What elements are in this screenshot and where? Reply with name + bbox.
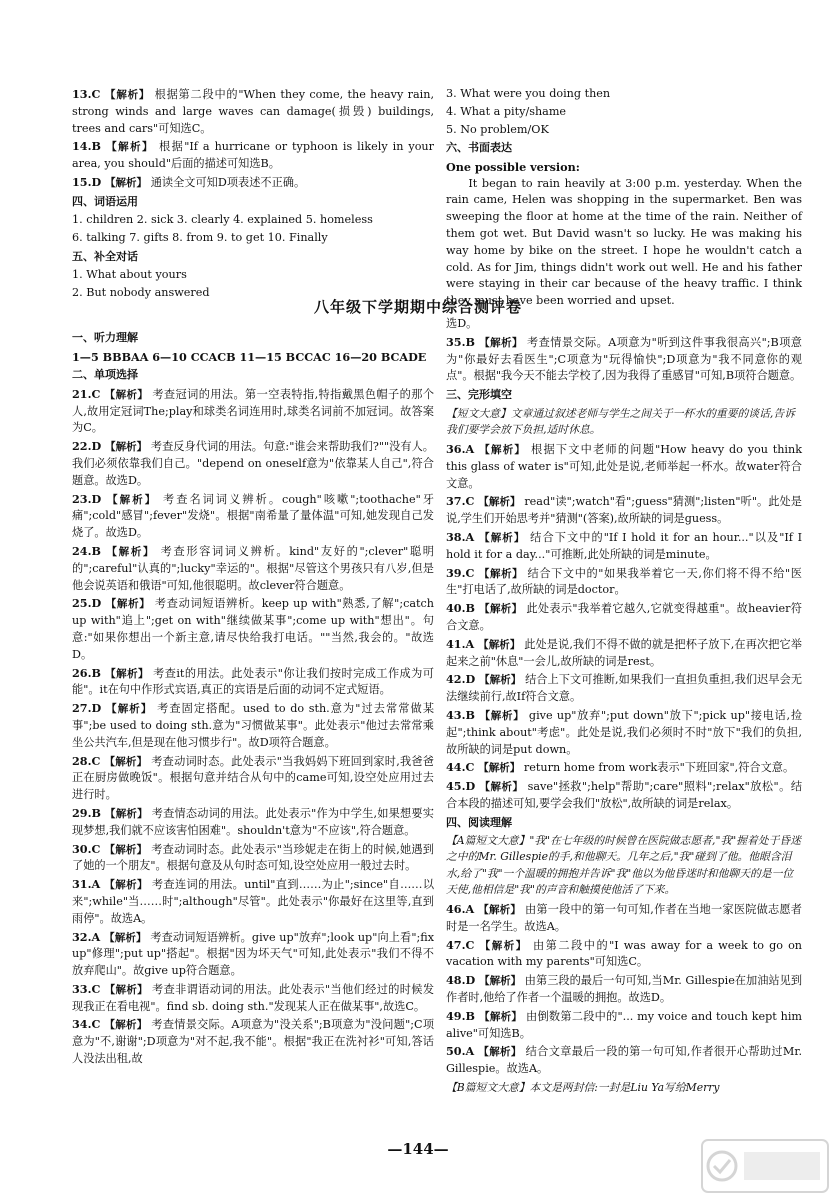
item-number: 14.B xyxy=(72,139,107,154)
answer-item xyxy=(72,386,434,437)
item-text: 结合下文中的"如果我举着它一天,你们将不得不给"医生"打电话了,故所缺的词是doctor。 xyxy=(446,566,802,597)
item-text: read"读";watch"看";guess"猜测";listen"听"。此处是说,学生们开始思考并"猜测"(答案),故所缺的词是guess。 xyxy=(446,495,802,526)
item-number: 46.A xyxy=(446,902,479,917)
item-text: 考查名词词义辨析。cough"咳嗽";toothache"牙痛";cold"感冒";fever"发烧"。根据"南希量了量体温"可知,她发现自己发烧了。故选D。 xyxy=(72,492,434,540)
answer-item xyxy=(446,529,802,564)
answer-item xyxy=(72,805,434,840)
answer-item xyxy=(446,316,802,333)
listening-answers: 1—5 BBBAA 6—10 CCACB 11—15 BCCAC 16—20 BCADE xyxy=(72,349,427,364)
answer-item xyxy=(446,334,802,385)
section-title: 二、单项选择 xyxy=(72,368,138,382)
answer-item xyxy=(72,491,434,542)
answer-item xyxy=(72,929,434,980)
answer-item xyxy=(72,876,434,927)
item-number: 39.C xyxy=(446,565,479,580)
item-number: 29.B xyxy=(72,805,106,820)
item-text: 根据下文中老师的问题"How heavy do you think this glass of water is"可知,此处是说,老师举起一杯水。故water符合文意。 xyxy=(446,443,802,490)
item-number: 42.D xyxy=(446,672,480,687)
item-text: 考查it的用法。此处表示"你让我们按时完成工作成为可能"。it在句中作形式宾语,真正的宾语是后面的动词不定式短语。 xyxy=(72,666,434,697)
answer-item xyxy=(446,493,802,528)
item-text: 考查固定搭配。used to do sth.意为"过去常常做某事";be used to doing sth.意为"习惯做某事"。此处表示"他过去常常乘坐公共汽车,但是现在他习惯步行"。故D项符合题意。 xyxy=(72,702,435,749)
item-text: 由第二段中的"I was away for a week to go on vacation with my parents"可知选C。 xyxy=(446,938,803,969)
answer-item xyxy=(446,759,802,777)
analysis-tag: 【解析】 xyxy=(104,983,153,996)
section-title: 三、完形填空 xyxy=(446,388,512,402)
answer-item xyxy=(446,600,802,635)
analysis-tag: 【解析】 xyxy=(105,667,154,680)
answer-item xyxy=(446,937,802,972)
analysis-tag: 【解析】 xyxy=(479,781,528,794)
analysis-tag: 【解析】 xyxy=(479,444,532,457)
item-text: return home from work表示"下班回家",符合文意。 xyxy=(523,761,795,775)
analysis-tag: 【解析】 xyxy=(478,638,525,651)
section-title: 六、书面表达 xyxy=(446,141,512,155)
item-number: 38.A xyxy=(446,530,480,545)
answer-item xyxy=(72,438,434,489)
item-number: 47.C xyxy=(446,937,480,952)
analysis-tag: 【解析】 xyxy=(478,762,524,775)
item-number: 30.C xyxy=(72,841,105,856)
analysis-tag: 【解析】 xyxy=(479,603,527,616)
answer-item xyxy=(446,441,802,492)
analysis-tag: 【解析】 xyxy=(104,755,152,768)
analysis-tag: 【解析】 xyxy=(479,710,529,723)
item-text: give up"放弃";put down"放下";pick up"接电话,捡起";think about"考虑"。此处是说,我们必须时不时"放下"我们的负担,故所缺的词是put down。 xyxy=(446,709,803,756)
item-number: 37.C xyxy=(446,494,479,509)
cloze-summary: 【短文大意】文章通过叙述老师与学生之间关于一杯水的重要的谈话,告诉我们要学会放下负担,适时休息。 xyxy=(446,406,795,436)
answer-item xyxy=(446,671,802,706)
item-text: 考查动词短语辨析。give up"放弃";look up"向上看";fix up"修理";put up"搭起"。根据"因为坏天气"可知,此处表示"我们不得不放弃爬山"。故give up符合题意。 xyxy=(72,930,435,978)
item-number: 27.D xyxy=(72,701,107,716)
analysis-tag: 【解析】 xyxy=(479,532,531,545)
analysis-tag: 【解析】 xyxy=(479,939,533,952)
answer-item xyxy=(446,1008,802,1043)
answer-item xyxy=(72,753,434,804)
section-title: 五、补全对话 xyxy=(72,249,138,263)
sample-essay xyxy=(446,176,802,310)
item-text: 考查动词时态。此处表示"当我妈妈下班回到家时,我爸爸正在厨房做晚饭"。根据句意并结合从句中的came可知,设空处应用过去进行时。 xyxy=(72,754,434,802)
version-label: One possible version: xyxy=(446,159,580,174)
analysis-tag: 【解析】 xyxy=(105,598,155,611)
analysis-tag: 【解析】 xyxy=(106,703,158,716)
text-line: 3. What were you doing then xyxy=(446,87,611,100)
item-text: 通读全文可知D项表述不正确。 xyxy=(150,175,306,189)
analysis-tag: 【解析】 xyxy=(105,176,151,189)
item-number: 41.A xyxy=(446,636,479,651)
answer-item xyxy=(72,841,434,876)
item-number: 34.C xyxy=(72,1017,105,1032)
text-line: 6. talking 7. gifts 8. from 9. to get 10. Finally xyxy=(72,231,328,245)
item-number: 48.D xyxy=(446,973,480,988)
analysis-tag: 【解析】 xyxy=(479,975,525,988)
reading-b-summary: 【B篇短文大意】本文是两封信:一封是Liu Ya写给Merry xyxy=(446,1081,720,1095)
item-text: 考查冠词的用法。第一空表特指,特指戴黑色帽子的那个人,故用定冠词The;play和球类名词连用时,球类名词前不加冠词。故答案为C。 xyxy=(72,387,435,435)
dialogue-answers-continued xyxy=(446,86,802,138)
item-number: 21.C xyxy=(72,386,105,401)
analysis-tag: 【解析】 xyxy=(104,843,152,856)
item-number: 43.B xyxy=(446,708,480,723)
item-number: 24.B xyxy=(72,543,107,558)
answer-item xyxy=(72,174,434,192)
item-text: 此处是说,我们不得不做的就是把杯子放下,在再次把它举起来之前"休息"一会儿,故所缺的词是rest。 xyxy=(446,637,802,668)
item-number: 13.C xyxy=(72,87,106,101)
item-number: 28.C xyxy=(72,753,105,768)
item-text: 考查情态动词的用法。此处表示"作为中学生,如果想要实现梦想,我们就不应该害怕困难"。shouldn't意为"不应该",符合题意。 xyxy=(72,806,434,837)
text-line: 4. What a pity/shame xyxy=(446,104,567,118)
top-right-column xyxy=(446,86,802,310)
item-number: 36.A xyxy=(446,442,480,457)
analysis-tag: 【解析】 xyxy=(104,1019,152,1032)
answer-item xyxy=(446,901,802,936)
item-number: 26.B xyxy=(72,665,106,680)
analysis-tag: 【解析】 xyxy=(105,89,155,101)
answer-item xyxy=(446,636,802,671)
item-text: 由第一段中的第一句可知,作者在当地一家医院做志愿者时是一名学生。故选A。 xyxy=(446,903,802,933)
analysis-tag: 【解析】 xyxy=(107,493,163,506)
item-number: 31.A xyxy=(72,877,105,892)
item-number: 32.A xyxy=(72,929,105,944)
text-line: 1. children 2. sick 3. clearly 4. explained 5. homeless xyxy=(72,213,373,227)
item-text: 结合上下文可推断,如果我们一直担负重担,我们迟早会无法继续前行,故If符合文意。 xyxy=(446,673,803,704)
item-number: 50.A xyxy=(446,1044,479,1059)
section-title: 一、听力理解 xyxy=(72,331,138,344)
item-text: 考查情景交际。A项意为"听到这件事我很高兴";B项意为"你最好去看医生";C项意为"玩得愉快";D项意为"我不同意你的观点"。根据"我今天不能去学校了,因为我得了重感冒"可知,B项符合题意。 xyxy=(446,335,802,383)
analysis-tag: 【解析】 xyxy=(479,336,528,349)
item-text: 考查非谓语动词的用法。此处表示"当他们经过的时候发现我正在看电视"。find sb. doing sth."发现某人正在做某事",故选C。 xyxy=(72,982,435,1013)
answer-item xyxy=(72,543,434,594)
answer-item xyxy=(72,138,434,173)
analysis-tag: 【解析】 xyxy=(104,388,153,401)
analysis-tag: 【解析】 xyxy=(478,904,525,917)
analysis-tag: 【解析】 xyxy=(105,441,151,454)
word-usage-answers xyxy=(72,212,434,247)
item-text: 选D。 xyxy=(446,317,478,330)
answer-item xyxy=(72,700,434,751)
top-left-column xyxy=(72,86,434,303)
answer-item xyxy=(446,707,802,758)
text-line: 5. No problem/OK xyxy=(446,122,549,136)
analysis-tag: 【解析】 xyxy=(479,1010,526,1023)
text-line: 2. But nobody answered xyxy=(72,286,210,300)
reading-items xyxy=(446,901,802,1078)
item-number: 25.D xyxy=(72,596,106,611)
item-number: 35.B xyxy=(446,334,480,349)
item-text: 由第三段的最后一句可知,当Mr. Gillespie在加油站见到作者时,他给了作者一个温暖的拥抱。故选D。 xyxy=(446,974,803,1005)
analysis-tag: 【解析】 xyxy=(478,1046,526,1059)
item-text: 考查动词时态。此处表示"当珍妮走在街上的时候,她遇到了她的一个朋友"。根据句意及从句时态可知,设空处应用一般过去时。 xyxy=(72,842,434,873)
answer-item xyxy=(446,778,802,813)
reading-a-summary: 【A篇短文大意】"我"在七年级的时候曾在医院做志愿者,"我"握着处于昏迷之中的Mr. Gillespie的手,和他聊天。几年之后,"我"碰到了他。他眼含泪水,给了"我"一个温暖的拥抱并告诉"我"他以为他昏迷时和他聊天的是一位天使,他相信是"我"的声音和触摸使他活了下来。 xyxy=(446,834,801,896)
analysis-tag: 【解析】 xyxy=(479,674,526,687)
analysis-tag: 【解析】 xyxy=(104,931,151,944)
item-text: 考查动词短语辨析。keep up with"熟悉,了解";catch up with"追上";get on with"继续做某事";come up with"想出"。句意:"如果你想出一个新主意,请尽快给我打电话。""当然,我会的。"故选D。 xyxy=(72,597,434,661)
analysis-tag: 【解析】 xyxy=(104,879,152,892)
section-title: 四、阅读理解 xyxy=(446,815,512,829)
analysis-tag: 【解析】 xyxy=(478,496,525,509)
answer-item xyxy=(72,981,434,1016)
answer-item xyxy=(446,565,802,600)
item-text: 根据第二段中的"When they come, the heavy rain, strong winds and large waves can damage(损毁) buildings, trees and cars"可知选C。 xyxy=(72,88,434,135)
top-left-items xyxy=(72,86,434,192)
item-text: 此处表示"我举着它越久,它就变得越重"。故heavier符合文意。 xyxy=(446,602,802,633)
main-left-column xyxy=(72,328,434,1069)
item-number: 22.D xyxy=(72,439,106,454)
answer-item xyxy=(72,595,434,663)
answer-item xyxy=(446,1043,802,1078)
answer-item xyxy=(72,86,434,137)
page-title: 八年级下学期期中综合测评卷 xyxy=(313,298,522,316)
cloze-items xyxy=(446,441,802,813)
item-text: 考查情景交际。A项意为"没关系";B项意为"没问题";C项意为"不,谢谢";D项意为"对不起,我不能"。根据"我正在洗衬衫"可知,答话人没法出租,故 xyxy=(72,1018,435,1066)
watermark-logo xyxy=(700,1138,830,1194)
main-right-column xyxy=(446,316,802,1099)
answer-item xyxy=(72,1016,434,1067)
answer-item xyxy=(446,972,802,1007)
item-text: 考查反身代词的用法。句意:"谁会来帮助我们?""没有人。我们必须依靠我们自己。"depend on oneself意为"依靠某人自己",符合题意。故选D。 xyxy=(72,440,434,487)
item-text: 根据"If a hurricane or typhoon is likely in your area, you should"后面的描述可知选B。 xyxy=(72,140,434,171)
answer-item xyxy=(72,665,434,700)
item-text: 结合下文中的"If I hold it for an hour..."以及"If I hold it for a day..."可推断,此处所缺的词是minute。 xyxy=(446,531,802,561)
item-text: 考查连词的用法。until"直到……为止";since"自……以来";while"当……时";although"尽管"。此处表示"你最好在这里等,直到雨停"。故选A。 xyxy=(72,878,435,925)
text-line: It began to rain heavily at 3:00 p.m. yesterday. When the rain came, Helen was shopping in the supermarket. Ben was sweeping the floor at home at the time of the rain. Neither of them got wet. But David wasn't so lucky. He was making his way home by bike on the street. I hope he wouldn't catch a cold. As for Jim, things didn't work out well. He and his father were staying in their car because of the heavy traffic. I think they must have been worried and upset. xyxy=(446,176,802,308)
analysis-tag: 【解析】 xyxy=(106,141,160,154)
analysis-tag: 【解析】 xyxy=(106,545,161,558)
item-text: 由倒数第二段中的"... my voice and touch kept him alive"可知选B。 xyxy=(446,1009,803,1040)
single-choice-items xyxy=(72,386,434,1068)
item-text: 考查形容词词义辨析。kind"友好的";clever"聪明的";careful"认真的";lucky"幸运的"。根据"尽管这个男孩只有八岁,但是他会说英语和俄语"可知,他很聪明。故clever符合题意。 xyxy=(72,544,434,592)
text-line: 1. What about yours xyxy=(72,268,187,282)
item-number: 40.B xyxy=(446,601,480,616)
analysis-tag: 【解析】 xyxy=(105,807,152,820)
item-number: 44.C xyxy=(446,760,479,775)
item-number: 45.D xyxy=(446,779,480,794)
analysis-tag: 【解析】 xyxy=(478,567,528,580)
section-title: 四、词语运用 xyxy=(72,194,138,208)
item-text: 结合文章最后一段的第一句可知,作者很开心帮助过Mr. Gillespie。故选A。 xyxy=(446,1045,803,1076)
item-text: save"拯救";help"帮助";care"照料";relax"放松"。结合本段的描述可知,要学会我们"放松",故所缺的词是relax。 xyxy=(446,780,803,810)
item-number: 49.B xyxy=(446,1008,480,1023)
situational-items xyxy=(446,316,802,385)
item-number: 23.D xyxy=(72,491,108,506)
page-number: —144— xyxy=(387,1140,449,1158)
item-number: 15.D xyxy=(72,174,106,189)
item-number: 33.C xyxy=(72,981,105,996)
